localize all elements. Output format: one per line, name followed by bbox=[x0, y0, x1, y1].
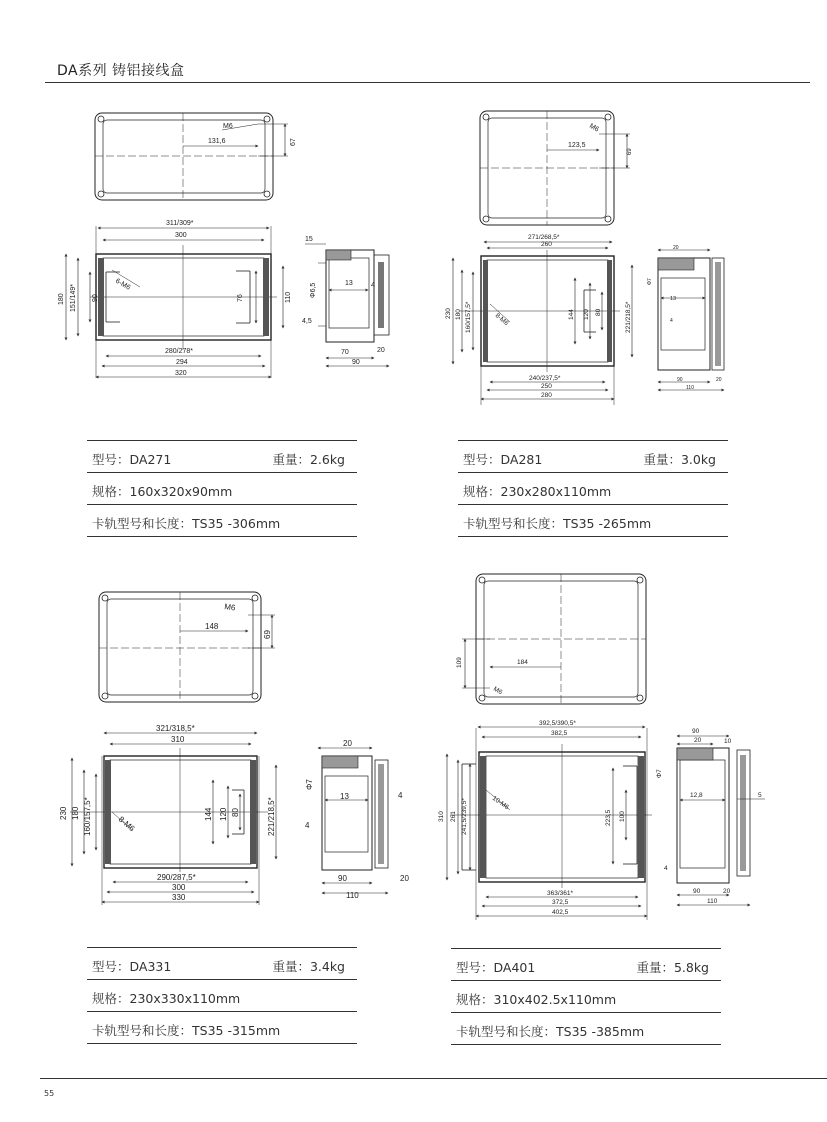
da271-s-dia: Φ6,5 bbox=[310, 282, 317, 298]
da281-drawing bbox=[453, 111, 724, 405]
da271-s-20: 20 bbox=[377, 347, 385, 354]
da271-drawing bbox=[66, 113, 389, 378]
da401-s-20b: 20 bbox=[723, 888, 731, 895]
da271-w5: 320 bbox=[175, 370, 187, 377]
da281-h5: 120 bbox=[583, 309, 590, 320]
da281-w3: 240/237,5* bbox=[529, 375, 561, 382]
da401-side-view bbox=[677, 748, 729, 883]
da401-s-dia: Φ7 bbox=[656, 769, 663, 778]
da271-s-4: 4 bbox=[371, 282, 375, 289]
page-title: DA系列 铸铝接线盒 bbox=[57, 63, 185, 79]
weight-label: 重量：2.6kg bbox=[272, 452, 345, 467]
da271-top-x: 131,6 bbox=[208, 138, 226, 145]
da401-s-20: 20 bbox=[694, 737, 702, 744]
spec-row-model bbox=[87, 440, 357, 473]
da271-s-13: 13 bbox=[345, 280, 353, 287]
da281-side-view bbox=[658, 258, 710, 370]
da271-s-90: 90 bbox=[352, 359, 360, 366]
spec-row-model bbox=[458, 440, 728, 473]
da281-h3: 160/157,5* bbox=[465, 301, 472, 333]
da401-h2: 261 bbox=[450, 811, 457, 822]
da401-s-4: 4 bbox=[664, 865, 668, 872]
spec-row-size bbox=[451, 981, 721, 1013]
da401-top-y: 109 bbox=[456, 657, 463, 668]
da401-h1: 310 bbox=[438, 811, 445, 822]
da331-w5: 330 bbox=[172, 893, 186, 902]
da271-w3: 280/278* bbox=[165, 348, 194, 355]
da401-h4: 223,5 bbox=[605, 809, 612, 826]
da331-s-4b: 4 bbox=[398, 791, 403, 800]
spec-row-model bbox=[451, 948, 721, 981]
da401-w2: 382,5 bbox=[551, 730, 568, 737]
da331-side-view bbox=[322, 756, 372, 870]
da401-top-x: 184 bbox=[517, 659, 528, 666]
da281-h4: 144 bbox=[568, 309, 575, 320]
da281-h7: 221/218,5* bbox=[625, 301, 632, 333]
spec-table-da271 bbox=[87, 440, 357, 537]
da331-s-110: 110 bbox=[346, 891, 359, 900]
da281-s-20: 20 bbox=[716, 377, 722, 383]
spec-label: 规格：160x320x90mm bbox=[92, 484, 233, 499]
da401-w5: 402,5 bbox=[552, 909, 569, 916]
spec-table-da331 bbox=[87, 947, 357, 1044]
da281-h2: 180 bbox=[455, 309, 462, 320]
da331-s-dia: Φ7 bbox=[305, 779, 314, 790]
da331-thread: M6 bbox=[223, 602, 236, 613]
da331-h6: 80 bbox=[231, 808, 240, 817]
model-label: 型号：DA271 bbox=[92, 452, 172, 467]
da331-h4: 144 bbox=[204, 807, 213, 821]
da271-h5: 110 bbox=[285, 291, 292, 303]
spec-row-rail bbox=[87, 1012, 357, 1044]
da271-s-45: 4,5 bbox=[302, 318, 312, 325]
da331-h3: 160/157,5* bbox=[83, 797, 92, 836]
da281-s-13: 13 bbox=[670, 296, 677, 302]
rail-label: 卡轨型号和长度：TS35 -306mm bbox=[92, 516, 281, 531]
da271-w2: 300 bbox=[175, 232, 187, 239]
da271-h2: 151/149* bbox=[70, 283, 77, 312]
da281-w1: 271/268,5* bbox=[528, 234, 560, 241]
da401-s-10: 10 bbox=[724, 738, 732, 745]
spec-row-rail bbox=[451, 1013, 721, 1045]
da281-thread: M6 bbox=[588, 122, 600, 134]
da331-s-90: 90 bbox=[338, 874, 347, 883]
da281-w5: 280 bbox=[541, 392, 552, 399]
page-number: 55 bbox=[44, 1089, 55, 1098]
spec-row-rail bbox=[87, 505, 357, 537]
spec-row-model bbox=[87, 947, 357, 980]
footer-rule bbox=[40, 1078, 827, 1079]
spec-label: 规格：310x402.5x110mm bbox=[456, 992, 617, 1007]
model-label: 型号：DA281 bbox=[463, 452, 543, 467]
da271-h3: 90 bbox=[92, 294, 99, 302]
da331-s-top: 20 bbox=[343, 739, 352, 748]
da401-w4: 372,5 bbox=[552, 899, 569, 906]
spec-table-da401 bbox=[451, 948, 721, 1045]
da271-w1: 311/309* bbox=[166, 220, 194, 227]
da401-w1: 392,5/390,5* bbox=[539, 720, 576, 727]
da271-h1: 180 bbox=[58, 293, 65, 305]
da271-w4: 294 bbox=[176, 359, 188, 366]
da281-s-4: 4 bbox=[670, 318, 673, 324]
da331-s-20: 20 bbox=[400, 874, 409, 883]
da401-h3: 241,5/239,5* bbox=[461, 798, 468, 835]
weight-label: 重量：3.4kg bbox=[272, 959, 345, 974]
da281-w4: 250 bbox=[541, 383, 552, 390]
da331-w1: 321/318,5* bbox=[156, 724, 195, 733]
rail-label: 卡轨型号和长度：TS35 -265mm bbox=[463, 516, 652, 531]
da281-top-x: 123,5 bbox=[568, 142, 586, 149]
da331-top-x: 148 bbox=[205, 622, 219, 631]
da331-h2: 180 bbox=[71, 806, 80, 820]
weight-label: 重量：5.8kg bbox=[636, 960, 709, 975]
model-label: 型号：DA401 bbox=[456, 960, 536, 975]
da281-s-90: 90 bbox=[677, 377, 683, 383]
da281-holes: 8-M6 bbox=[493, 312, 510, 328]
da401-h5: 100 bbox=[619, 811, 626, 822]
da331-top-y: 69 bbox=[263, 630, 272, 639]
da331-drawing bbox=[70, 592, 388, 905]
da271-h4: 76 bbox=[237, 294, 244, 302]
weight-label: 重量：3.0kg bbox=[643, 452, 716, 467]
spec-row-size bbox=[87, 473, 357, 505]
spec-table-da281 bbox=[458, 440, 728, 537]
spec-label: 规格：230x280x110mm bbox=[463, 484, 612, 499]
da281-h1: 230 bbox=[445, 308, 452, 319]
da271-s-top: 15 bbox=[305, 236, 313, 243]
da401-s-90: 90 bbox=[692, 728, 700, 735]
spec-row-size bbox=[87, 980, 357, 1012]
da401-w3: 363/361* bbox=[547, 890, 574, 897]
da331-h1: 230 bbox=[59, 806, 68, 820]
da271-s-70: 70 bbox=[341, 349, 349, 356]
da331-dims bbox=[59, 602, 409, 902]
da401-s-128: 12,8 bbox=[690, 792, 703, 799]
da281-s-dia: Φ7 bbox=[647, 278, 653, 285]
da281-top-y: 69 bbox=[627, 148, 633, 155]
da331-s-13: 13 bbox=[340, 792, 349, 801]
model-label: 型号：DA331 bbox=[92, 959, 172, 974]
da271-top-y: 67 bbox=[290, 138, 297, 146]
rail-label: 卡轨型号和长度：TS35 -385mm bbox=[456, 1024, 645, 1039]
da331-w2: 310 bbox=[171, 735, 185, 744]
spec-label: 规格：230x330x110mm bbox=[92, 991, 241, 1006]
da331-w4: 300 bbox=[172, 883, 186, 892]
spec-row-rail bbox=[458, 505, 728, 537]
da281-s-110: 110 bbox=[686, 385, 694, 391]
da401-dims bbox=[438, 657, 762, 916]
da331-h7: 221/218,5* bbox=[267, 797, 276, 836]
da401-thread: M6 bbox=[492, 685, 504, 697]
da401-s-90b: 90 bbox=[693, 888, 701, 895]
spec-row-size bbox=[458, 473, 728, 505]
da401-holes: 10-M6 bbox=[490, 794, 510, 812]
da401-drawing bbox=[447, 574, 765, 920]
da281-h6: 80 bbox=[595, 308, 602, 316]
rail-label: 卡轨型号和长度：TS35 -315mm bbox=[92, 1023, 281, 1038]
da401-s-5: 5 bbox=[758, 792, 762, 799]
da331-s-4a: 4 bbox=[305, 821, 310, 830]
da281-w2: 260 bbox=[541, 241, 552, 248]
da331-h5: 120 bbox=[219, 807, 228, 821]
da331-holes: 8-M6 bbox=[116, 814, 137, 834]
da271-thread: M6 bbox=[223, 123, 233, 130]
da331-w3: 290/287,5* bbox=[157, 873, 196, 882]
da281-s-top: 20 bbox=[673, 245, 679, 251]
da401-s-110: 110 bbox=[707, 898, 718, 905]
da271-holes: 6-M6 bbox=[114, 277, 132, 292]
